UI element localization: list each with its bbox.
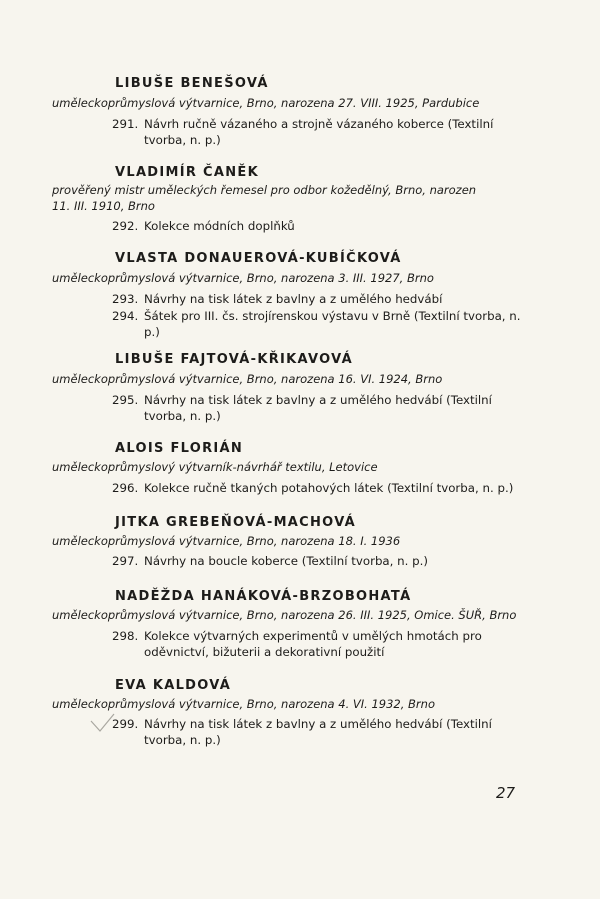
exhibit-item — [112, 392, 522, 424]
artist-description: uměleckoprůmyslová výtvarnice, Brno, narozena 26. III. 1925, Omice. ŠUŘ, Brno — [52, 608, 517, 622]
exhibit-text: Návrhy na tisk látek z bavlny a z umělého hedvábí — [144, 292, 443, 306]
artist-description: uměleckoprůmyslová výtvarnice, Brno, narozena 27. VIII. 1925, Pardubice — [52, 96, 480, 110]
exhibit-text: Šátek pro III. čs. strojírenskou výstavu v Brně (Textilní tvorba, n. p.) — [144, 309, 521, 339]
exhibit-item — [112, 716, 522, 748]
exhibit-number: 293. — [112, 292, 139, 306]
artist-description: uměleckoprůmyslová výtvarnice, Brno, narozena 18. I. 1936 — [52, 534, 401, 548]
exhibit-item — [112, 218, 522, 234]
artist-name: VLASTA DONAUEROVÁ-KUBÍČKOVÁ — [115, 251, 402, 266]
artist-name: LIBUŠE BENEŠOVÁ — [115, 76, 269, 91]
exhibit-number: 291. — [112, 117, 139, 131]
artist-name: JITKA GREBEŇOVÁ-MACHOVÁ — [115, 515, 357, 530]
pencil-check-mark-icon — [88, 711, 118, 735]
artist-name: LIBUŠE FAJTOVÁ-KŘIKAVOVÁ — [115, 352, 353, 367]
exhibit-item — [112, 553, 522, 569]
artist-description: prověřený mistr uměleckých řemesel pro odbor kožedělný, Brno, narozen 11. III. 1910, Brno — [52, 183, 477, 213]
exhibit-number: 296. — [112, 481, 139, 495]
artist-description: uměleckoprůmyslová výtvarnice, Brno, narozena 16. VI. 1924, Brno — [52, 372, 443, 386]
artist-name: VLADIMÍR ČANĚK — [115, 165, 259, 180]
exhibit-item — [112, 308, 522, 340]
exhibit-item — [112, 291, 522, 307]
artist-description: uměleckoprůmyslový výtvarník-návrhář textilu, Letovice — [52, 460, 378, 474]
exhibit-text: Kolekce módních doplňků — [144, 219, 295, 233]
artist-description: uměleckoprůmyslová výtvarnice, Brno, narozena 4. VI. 1932, Brno — [52, 697, 435, 711]
exhibit-number: 297. — [112, 554, 139, 568]
exhibit-number: 294. — [112, 309, 139, 323]
exhibit-text: Návrh ručně vázaného a strojně vázaného koberce (Textilní tvorba, n. p.) — [144, 117, 494, 147]
exhibit-text: Návrhy na boucle koberce (Textilní tvorba, n. p.) — [144, 554, 428, 568]
page-number: 27 — [496, 784, 516, 802]
artist-name: EVA KALDOVÁ — [115, 678, 232, 693]
artist-name: ALOIS FLORIÁN — [115, 441, 244, 456]
exhibit-text: Kolekce výtvarných experimentů v umělých hmotách pro oděvnictví, bižuterii a dekorativní použití — [144, 629, 482, 659]
exhibit-text: Návrhy na tisk látek z bavlny a z umělého hedvábí (Textilní tvorba, n. p.) — [144, 717, 492, 747]
exhibit-number: 299. — [112, 717, 139, 731]
exhibit-item — [112, 116, 522, 148]
artist-description: uměleckoprůmyslová výtvarnice, Brno, narozena 3. III. 1927, Brno — [52, 271, 434, 285]
artist-name: NADĚŽDA HANÁKOVÁ-BRZOBOHATÁ — [115, 589, 412, 604]
exhibit-number: 298. — [112, 629, 139, 643]
exhibit-number: 292. — [112, 219, 139, 233]
exhibit-item — [112, 480, 542, 496]
exhibit-item — [112, 628, 522, 660]
exhibit-text: Kolekce ručně tkaných potahových látek (Textilní tvorba, n. p.) — [144, 481, 514, 495]
exhibit-number: 295. — [112, 393, 139, 407]
exhibit-text: Návrhy na tisk látek z bavlny a z umělého hedvábí (Textilní tvorba, n. p.) — [144, 393, 492, 423]
